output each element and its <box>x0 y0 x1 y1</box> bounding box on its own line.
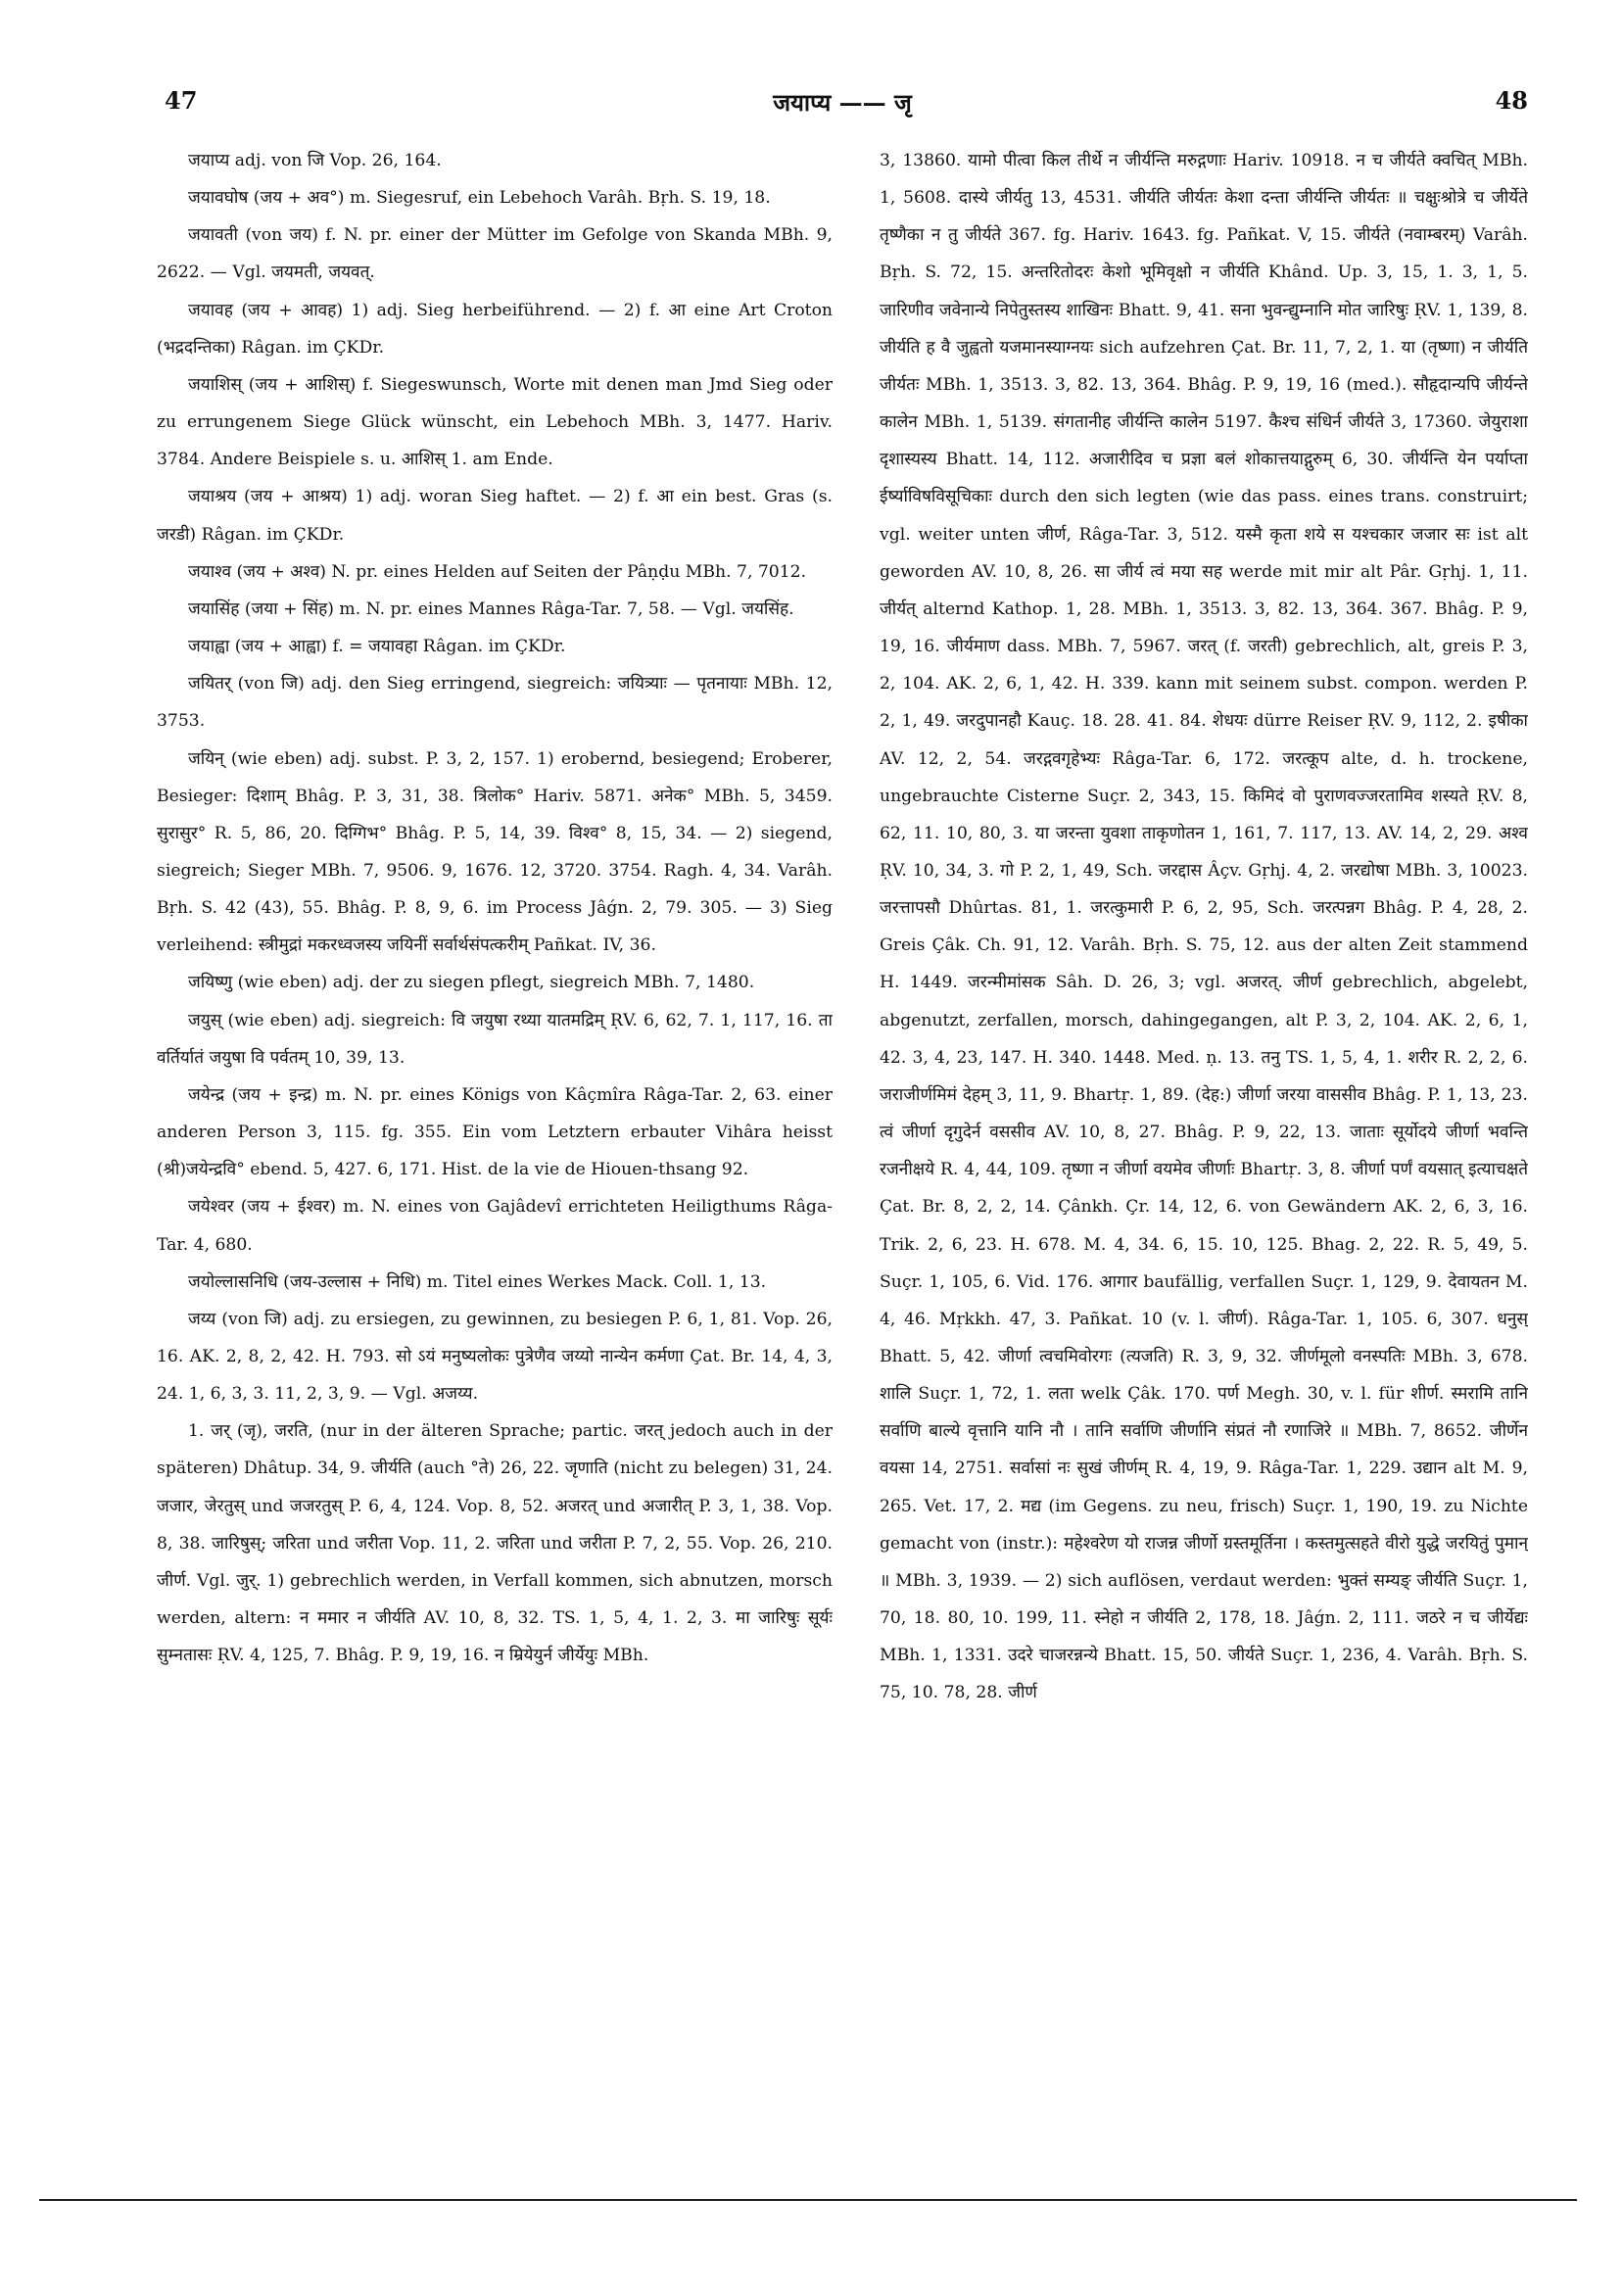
left-column <box>157 142 833 2209</box>
entry-jayavaghosha: जयावघोष (जय + अव°) m. Siegesruf, ein Lebehoch Varâh. Bṛh. S. 19, 18. <box>188 188 771 209</box>
entry-jayapya: जयाप्य adj. von जि Vop. 26, 164. <box>188 151 442 170</box>
entry-jayavaha: जयावह (जय + आवह) 1) adj. Sieg herbeiführend. — 2) f. आ eine Art Croton (भद्रदन्तिका) Râgan. im ÇKDr. <box>157 300 833 358</box>
entry-jayollasanidhi: जयोल्लासनिधि (जय-उल्लास + निधि) m. Titel eines Werkes Mack. Coll. 1, 13. <box>188 1271 767 1292</box>
entry-jayitar: जयितर् (von जि) adj. den Sieg erringend, siegreich: जयित्र्याः — पृतनायाः MBh. 12, 3753. <box>157 674 833 732</box>
entry-jayashva: जयाश्व (जय + अश्व) N. pr. eines Helden auf Seiten der Pâṇḍu MBh. 7, 7012. <box>188 561 807 582</box>
entry-jayashis: जयाशिस् (जय + आशिस्) f. Siegeswunsch, Worte mit denen man Jmd Sieg oder zu errungenem Siege Glück wünscht, ein Lebehoch MBh. 3, 1477. Hariv. 3784. Andere Beispiele s. u. आशिस् 1. am Ende. <box>157 374 833 470</box>
entry-jayendra: जयेन्द्र (जय + इन्द्र) m. N. pr. eines Königs von Kâçmîra Râga-Tar. 2, 63. einer anderen Person 3, 115. fg. 355. Ein vom Letztern erbauter Vihâra heisst (श्री)जयेन्द्रवि° ebend. 5, 427. 6, 171. Hist. de la vie de Hiouen-thsang 92. <box>157 1084 833 1180</box>
entry-jayin: जयिन् (wie eben) adj. subst. P. 3, 2, 157. 1) erobernd, besiegend; Eroberer, Besieger: दिशाम् Bhâg. P. 3, 31, 38. त्रिलोक° Hariv. 5871. अनेक° MBh. 5, 3459. सुरासुर° R. 5, 86, 20. दिग्गिभ° Bhâg. P. 5, 14, 39. विश्व° 8, 15, 34. — 2) siegend, siegreich; Sieger MBh. 7, 9506. 9, 1676. 12, 3720. 3754. Ragh. 4, 34. Varâh. Bṛh. S. 42 (43), 55. Bhâg. P. 8, 9, 6. im Process Jâǵn. 2, 79. 305. — 3) Sieg verleihend: स्त्रीमुद्रां मकरध्वजस्य जयिनीं सर्वार्थसंपत्करीम् Pañkat. IV, 36. <box>157 748 833 956</box>
entry-jayus: जयुस् (wie eben) adj. siegreich: वि जयुषा रथ्या यातमद्रिम् ṚV. 6, 62, 7. 1, 117, 16. ता वर्तिर्यातं जयुषा वि पर्वतम् 10, 39, 13. <box>157 1010 833 1068</box>
entry-jri-1-continued: 3, 13860. यामो पीत्वा किल तीर्थे न जीर्यन्ति मरुद्गणाः Hariv. 10918. न च जीर्यते क्वचित् MBh. 1, 5608. दास्ये जीर्यतु 13, 4531. जीर्यति जीर्यतः केशा दन्ता जीर्यन्ति जीर्यतः ॥ चक्षुःश्रोत्रे च जीर्येते तृष्णैका न तु जीर्यते 367. fg. Hariv. 1643. fg. Pañkat. V, 15. जीर्यते (नवाम्बरम्) Varâh. Bṛh. S. 72, 15. अन्तरितोदरः केशो भूमिवृक्षो न जीर्यति Khând. Up. 3, 15, 1. 3, 1, 5. जारिणीव जवेनान्ये निपेतुस्तस्य शाखिनः Bhatt. 9, 41. सना भुवन्द्युम्नानि मोत जारिषुः ṚV. 1, 139, 8. जीर्यति ह वै जुह्वतो यजमानस्याग्नयः sich aufzehren Çat. Br. 11, 7, 2, 1. या (तृष्णा) न जीर्यति जीर्यतः MBh. 1, 3513. 3, 82. 13, 364. Bhâg. P. 9, 19, 16 (med.). सौहृदान्यपि जीर्यन्ते कालेन MBh. 1, 5139. संगतानीह जीर्यन्ति कालेन 5197. कैश्च संधिर्न जीर्यते 3, 17360. जेयुराशा दृशास्यस्य Bhatt. 14, 112. अजारीदिव च प्रज्ञा बलं शोकात्तयाद्गुरुम् 6, 30. जीर्यन्ति येन पर्याप्ता ईर्ष्याविषविसूचिकाः durch den sich legten (wie das pass. eines trans. construirt; vgl. weiter unten जीर्ण, Râga-Tar. 3, 512. यस्मै कृता शये स यश्चकार जजार सः ist alt geworden AV. 10, 8, 26. सा जीर्य त्वं मया सह werde mit mir alt Pâr. Gṛhj. 1, 11. जीर्यत् alternd Kathop. 1, 28. MBh. 1, 3513. 3, 82. 13, 364. 367. Bhâg. P. 9, 19, 16. जीर्यमाण dass. MBh. 7, 5967. जरत् (f. जरती) gebrechlich, alt, greis P. 3, 2, 104. AK. 2, 6, 1, 42. H. 339. kann mit seinem subst. compon. werden P. 2, 1, 49. जरदुपानहौ Kauç. 18. 28. 41. 84. शेधयः dürre Reiser ṚV. 9, 112, 2. इषीका AV. 12, 2, 54. जरद्गवगृहेभ्यः Râga-Tar. 6, 172. जरत्कूप alte, d. h. trockene, ungebrauchte Cisterne Suçr. 2, 343, 15. किमिदं वो पुराणवज्जरतामिव शस्यते ṚV. 8, 62, 11. 10, 80, 3. या जरन्ता युवशा ताकृणोतन 1, 161, 7. 117, 13. AV. 14, 2, 29. अश्व ṚV. 10, 34, 3. गो P. 2, 1, 49, Sch. जरद्दास Âçv. Gṛhj. 4, 2. जरद्योषा MBh. 3, 10023. जरत्तापसौ Dhûrtas. 81, 1. जरत्कुमारी P. 6, 2, 95, Sch. जरत्पन्नग Bhâg. P. 4, 28, 2. Greis Çâk. Ch. 91, 12. Varâh. Bṛh. S. 75, 12. aus der alten Zeit stammend H. 1449. जरन्मीमांसक Sâh. D. 26, 3; vgl. अजरत्. जीर्ण gebrechlich, abgelebt, abgenutzt, zerfallen, morsch, dahingegangen, alt P. 3, 2, 104. AK. 2, 6, 1, 42. 3, 4, 23, 147. H. 340. 1448. Med. ṇ. 13. तनु TS. 1, 5, 4, 1. शरीर R. 2, 2, 6. जराजीर्णमिमं देहम् 3, 11, 9. Bhartṛ. 1, 89. (देह:) जीर्णा जरया वाससीव Bhâg. P. 1, 13, 23. त्वं जीर्णा दृगुदेर्न वससीव AV. 10, 8, 27. Bhâg. P. 9, 22, 13. जाताः सूर्योदये जीर्णा भवन्ति रजनीक्षये R. 4, 44, 109. तृष्णा न जीर्णा वयमेव जीर्णाः Bhartṛ. 3, 8. जीर्णा पर्णं वयसात् इत्याचक्षते Çat. Br. 8, 2, 2, 14. Çânkh. Çr. 14, 12, 6. von Gewändern AK. 2, 6, 3, 16. Trik. 2, 6, 23. H. 678. M. 4, 34. 6, 15. 10, 125. Bhag. 2, 22. R. 5, 49, 5. Suçr. 1, 105, 6. Vid. 176. आगार baufällig, verfallen Suçr. 1, 129, 9. देवायतन M. 4, 46. Mṛkkh. 47, 3. Pañkat. 10 (v. l. जीर्ण). Râga-Tar. 1, 105. 6, 307. धनुस् Bhatt. 5, 42. जीर्णा त्वचमिवोरगः (त्यजति) R. 3, 9, 32. जीर्णमूलो वनस्पतिः MBh. 3, 678. शालि Suçr. 1, 72, 1. लता welk Çâk. 170. पर्ण Megh. 30, v. l. für शीर्ण. स्मरामि तानि सर्वाणि बाल्ये वृत्तानि यानि नौ । तानि सर्वाणि जीर्णानि संप्रतं नौ रणाजिरे ॥ MBh. 7, 8652. जीर्णेन वयसा 14, 2751. सर्वासां नः सुखं जीर्णम् R. 4, 19, 9. Râga-Tar. 1, 229. उद्यान alt M. 9, 265. Vet. 17, 2. मद्य (im Gegens. zu neu, frisch) Suçr. 1, 190, 19. zu Nichte gemacht von (instr.): महेश्वरेण यो राजन्न जीर्णो ग्रस्तमूर्तिना । कस्तमुत्सहते वीरो युद्धे जरयितुं पुमान् ॥ MBh. 3, 1939. — 2) sich auflösen, verdaut werden: भुक्तं सम्यङ् जीर्यति Suçr. 1, 70, 18. 80, 10. 199, 11. स्नेहो न जीर्यति 2, 178, 18. Jâǵn. 2, 111. जठरे न च जीर्येद्यः MBh. 1, 1331. उदरे चाजरन्नन्ये Bhatt. 15, 50. जीर्यते Suçr. 1, 236, 4. Varâh. Bṛh. S. 75, 10. 78, 28. जीर्ण <box>880 151 1528 1703</box>
page-number-left: 47 <box>165 86 198 115</box>
entry-jri-1: 1. जर् (जृ), जरति, (nur in der älteren Sprache; partic. जरत् jedoch auch in der späteren) Dhâtup. 34, 9. जीर्यति (auch °ते) 26, 22. जृणाति (nicht zu belegen) 31, 24. जजार, जेरतुस् und जजरतुस् P. 6, 4, 124. Vop. 8, 52. अजरत् und अजारीत् P. 3, 1, 38. Vop. 8, 38. जारिषुस्; जरिता und जरीता Vop. 11, 2. जरिता und जरीता P. 7, 2, 55. Vop. 26, 210. जीर्ण. Vgl. जुर्. 1) gebrechlich werden, in Verfall kommen, sich abnutzen, morsch werden, altern: न ममार न जीर्यति AV. 10, 8, 32. TS. 1, 5, 4, 1. 2, 3. मा जारिषुः सूर्यः सुम्नतासः ṚV. 4, 125, 7. Bhâg. P. 9, 19, 16. न म्रियेयुर्न जीर्येयुः MBh. <box>157 1421 833 1666</box>
entry-jayishnu: जयिष्णु (wie eben) adj. der zu siegen pflegt, siegreich MBh. 7, 1480. <box>188 973 755 993</box>
page-number-right: 48 <box>1495 86 1528 115</box>
entry-jayasimha: जयासिंह (जया + सिंह) m. N. pr. eines Mannes Râga-Tar. 7, 58. — Vgl. जयसिंह. <box>188 598 794 619</box>
entry-jayeshvara: जयेश्वर (जय + ईश्वर) m. N. eines von Gajâdevî errichteten Heiligthums Râga-Tar. 4, 680. <box>157 1197 833 1255</box>
right-column <box>880 142 1528 2209</box>
entry-jayavati: जयावती (von जय) f. N. pr. einer der Mütter im Gefolge von Skanda MBh. 9, 2622. — Vgl. जयमती, जयवत्. <box>157 225 833 283</box>
entry-jayya: जय्य (von जि) adj. zu ersiegen, zu gewinnen, zu besiegen P. 6, 1, 81. Vop. 26, 16. AK. 2, 8, 2, 42. H. 793. सो ऽयं मनुष्यलोकः पुत्रेणैव जय्यो नान्येन कर्मणा Çat. Br. 14, 4, 3, 24. 1, 6, 3, 3. 11, 2, 3, 9. — Vgl. अजय्य. <box>157 1309 833 1405</box>
running-title: जयाप्य —— जृ <box>773 88 912 117</box>
page-header <box>157 86 1528 125</box>
footer-rule <box>39 2199 1577 2201</box>
entry-jayahva: जयाह्वा (जय + आह्वा) f. = जयावहा Râgan. im ÇKDr. <box>188 637 566 657</box>
entry-jayashraya: जयाश्रय (जय + आश्रय) 1) adj. woran Sieg haftet. — 2) f. आ ein best. Gras (s. जरडी) Râgan. im ÇKDr. <box>157 487 833 545</box>
